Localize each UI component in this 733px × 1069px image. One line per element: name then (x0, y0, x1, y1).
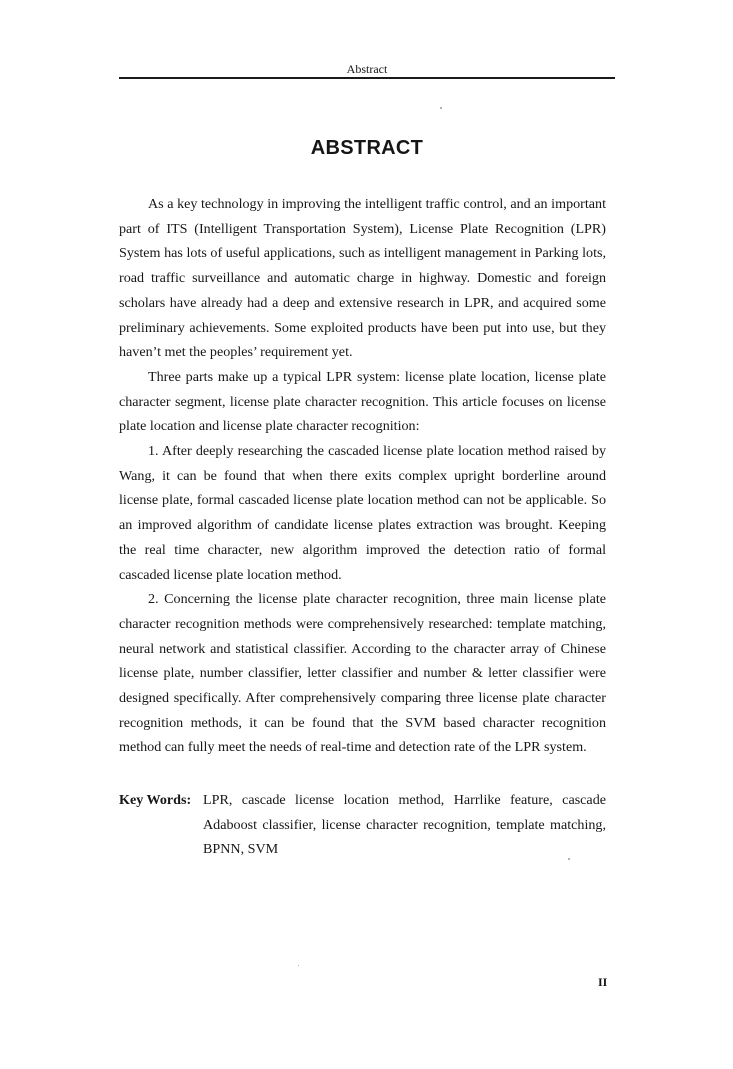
page-number: II (598, 975, 608, 989)
scan-speck (298, 965, 299, 966)
paragraph-location: 1. After deeply researching the cascaded license plate location method raised by Wang, it can be found that when there exits complex upright borderline around license plate, formal cascaded license plate location method can not be applicable. So an improved algorithm of candidate license plates extraction was brought. Keeping the real time character, new algorithm improved the detection ratio of formal cascaded license plate location method. (119, 443, 606, 583)
scan-speck (440, 107, 442, 109)
keywords-block (119, 788, 606, 862)
keywords-label: Key Words: (119, 792, 192, 808)
paragraph-intro: As a key technology in improving the intelligent traffic control, and an important part of ITS (Intelligent Transportation System), License Plate Recognition (LPR) System has lots of useful applications, such as intelligent management in Parking lots, road traffic surveillance and automatic charge in highway. Domestic and foreign scholars have already had a deep and extensive research in LPR, and acquired some preliminary achievements. Some exploited products have been put into use, but they haven’t met the peoples’ requirement yet. (119, 196, 606, 361)
paragraph-recognition: 2. Concerning the license plate character recognition, three main license plate character recognition methods were comprehensively researched: template matching, neural network and statistical classifier. According to the character array of Chinese license plate, number classifier, letter classifier and number & letter classifier were designed specifically. After comprehensively comparing three license plate character recognition methods, it can be found that the SVM based character recognition method can fully meet the needs of real-time and detection rate of the LPR system. (119, 591, 606, 756)
abstract-body (119, 192, 606, 760)
scan-speck (568, 858, 570, 860)
page-title: ABSTRACT (310, 137, 424, 159)
running-header: Abstract (346, 62, 388, 76)
header-rule (119, 77, 615, 79)
keywords-text: LPR, cascade license location method, Harrlike feature, cascade Adaboost classifier, license character recognition, template matching, BPNN, SVM (203, 792, 606, 858)
paragraph-parts: Three parts make up a typical LPR system: license plate location, license plate character segment, license plate character recognition. This article focuses on license plate location and license plate character recognition: (119, 368, 606, 435)
